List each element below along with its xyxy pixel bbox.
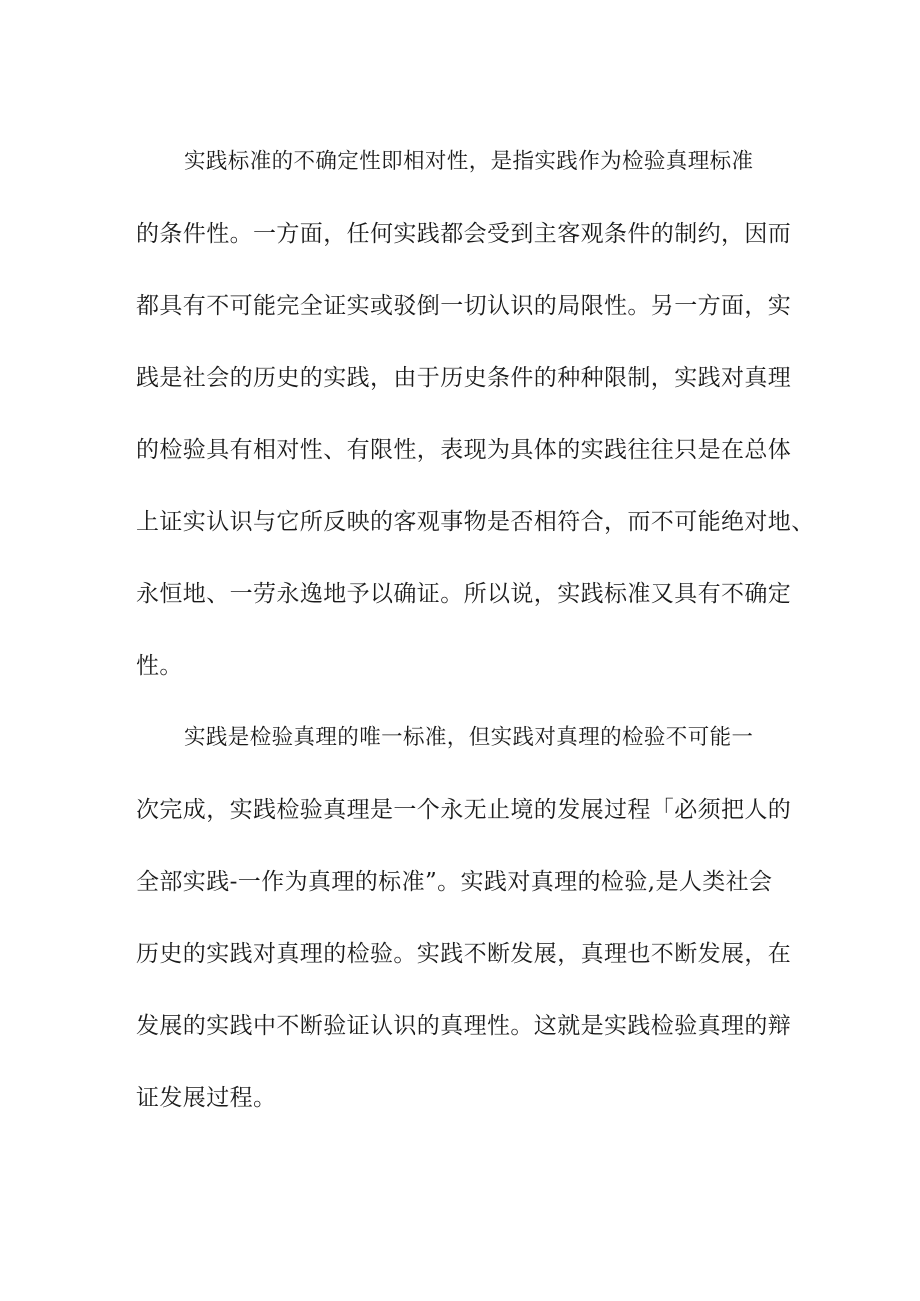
paragraph-1-line-7: 永恒地、一劳永逸地予以确证。所以说，实践标准又具有不确定	[136, 581, 792, 607]
paragraph-1-line-4: 践是社会的历史的实践，由于历史条件的种种限制，实践对真理	[136, 365, 792, 391]
paragraph-2-line-6: 证发展过程。	[136, 1085, 277, 1111]
paragraph-1-line-2: 的条件性。一方面，任何实践都会受到主客观条件的制约，因而	[136, 221, 792, 247]
paragraph-1-line-3: 都具有不可能完全证实或驳倒一切认识的局限性。另一方面，实	[136, 293, 792, 319]
paragraph-2-line-4: 历史的实践对真理的检验。实践不断发展，真理也不断发展，在	[136, 941, 792, 967]
paragraph-1-line-6: 上证实认识与它所反映的客观事物是否相符合，而不可能绝对地、	[136, 509, 815, 535]
paragraph-1-line-8: 性。	[136, 653, 183, 679]
paragraph-1-line-5: 的检验具有相对性、有限性，表现为具体的实践往往只是在总体	[136, 437, 792, 463]
paragraph-2-line-3: 全部实践-一作为真理的标准”。实践对真理的检验,是人类社会	[136, 869, 773, 895]
paragraph-1-line-1: 实践标准的不确定性即相对性，是指实践作为检验真理标准	[184, 149, 754, 174]
paragraph-2-line-1: 实践是检验真理的唯一标准，但实践对真理的检验不可能一	[184, 725, 754, 750]
paragraph-2-line-2: 次完成，实践检验真理是一个永无止境的发展过程「必须把人的	[136, 797, 792, 823]
paragraph-2-line-5: 发展的实践中不断验证认识的真理性。这就是实践检验真理的辩	[136, 1013, 792, 1039]
